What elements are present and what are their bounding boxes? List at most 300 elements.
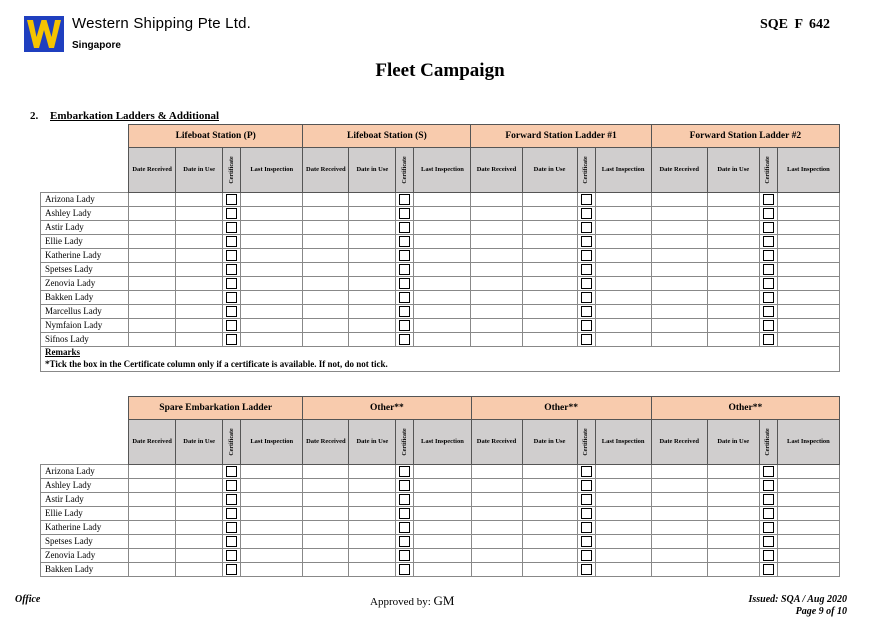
last-inspection-cell[interactable] — [241, 291, 303, 305]
date-in-use-cell[interactable] — [522, 319, 577, 333]
date-received-cell[interactable] — [129, 221, 176, 235]
last-inspection-cell[interactable] — [777, 305, 839, 319]
date-received-cell[interactable] — [303, 249, 349, 263]
date-in-use-cell[interactable] — [522, 479, 577, 493]
last-inspection-cell[interactable] — [241, 207, 303, 221]
last-inspection-cell[interactable] — [777, 291, 839, 305]
certificate-checkbox[interactable] — [581, 508, 592, 519]
date-received-cell[interactable] — [303, 493, 349, 507]
last-inspection-cell[interactable] — [777, 221, 839, 235]
certificate-checkbox[interactable] — [581, 522, 592, 533]
certificate-checkbox[interactable] — [581, 208, 592, 219]
date-received-cell[interactable] — [471, 193, 522, 207]
last-inspection-cell[interactable] — [414, 305, 471, 319]
date-received-cell[interactable] — [129, 333, 176, 347]
date-in-use-cell[interactable] — [522, 333, 577, 347]
date-in-use-cell[interactable] — [349, 507, 396, 521]
certificate-checkbox[interactable] — [763, 306, 774, 317]
certificate-checkbox[interactable] — [581, 550, 592, 561]
certificate-checkbox[interactable] — [581, 292, 592, 303]
last-inspection-cell[interactable] — [414, 207, 471, 221]
date-in-use-cell[interactable] — [349, 221, 396, 235]
date-in-use-cell[interactable] — [176, 291, 223, 305]
date-received-cell[interactable] — [471, 249, 522, 263]
last-inspection-cell[interactable] — [241, 221, 303, 235]
certificate-checkbox[interactable] — [399, 292, 410, 303]
certificate-checkbox[interactable] — [399, 480, 410, 491]
certificate-checkbox[interactable] — [226, 320, 237, 331]
date-in-use-cell[interactable] — [522, 277, 577, 291]
date-received-cell[interactable] — [651, 193, 707, 207]
certificate-checkbox[interactable] — [226, 480, 237, 491]
certificate-checkbox[interactable] — [226, 536, 237, 547]
date-received-cell[interactable] — [303, 221, 349, 235]
date-in-use-cell[interactable] — [176, 277, 223, 291]
date-received-cell[interactable] — [303, 507, 349, 521]
certificate-checkbox[interactable] — [581, 264, 592, 275]
last-inspection-cell[interactable] — [414, 563, 471, 577]
date-received-cell[interactable] — [129, 521, 176, 535]
last-inspection-cell[interactable] — [777, 207, 839, 221]
date-in-use-cell[interactable] — [176, 193, 223, 207]
certificate-checkbox[interactable] — [399, 564, 410, 575]
date-received-cell[interactable] — [471, 493, 522, 507]
date-received-cell[interactable] — [651, 535, 707, 549]
certificate-checkbox[interactable] — [763, 494, 774, 505]
last-inspection-cell[interactable] — [241, 465, 303, 479]
certificate-checkbox[interactable] — [763, 466, 774, 477]
date-in-use-cell[interactable] — [176, 549, 223, 563]
date-in-use-cell[interactable] — [522, 563, 577, 577]
date-received-cell[interactable] — [651, 563, 707, 577]
certificate-checkbox[interactable] — [399, 550, 410, 561]
certificate-checkbox[interactable] — [581, 466, 592, 477]
last-inspection-cell[interactable] — [414, 493, 471, 507]
date-in-use-cell[interactable] — [176, 493, 223, 507]
date-received-cell[interactable] — [129, 193, 176, 207]
last-inspection-cell[interactable] — [414, 193, 471, 207]
date-in-use-cell[interactable] — [349, 277, 396, 291]
date-received-cell[interactable] — [651, 249, 707, 263]
certificate-checkbox[interactable] — [399, 508, 410, 519]
last-inspection-cell[interactable] — [414, 221, 471, 235]
last-inspection-cell[interactable] — [777, 235, 839, 249]
date-in-use-cell[interactable] — [707, 277, 759, 291]
last-inspection-cell[interactable] — [241, 263, 303, 277]
date-received-cell[interactable] — [303, 207, 349, 221]
date-in-use-cell[interactable] — [522, 193, 577, 207]
date-in-use-cell[interactable] — [707, 333, 759, 347]
date-received-cell[interactable] — [471, 479, 522, 493]
date-received-cell[interactable] — [303, 563, 349, 577]
certificate-checkbox[interactable] — [399, 278, 410, 289]
date-in-use-cell[interactable] — [522, 549, 577, 563]
last-inspection-cell[interactable] — [241, 249, 303, 263]
date-received-cell[interactable] — [651, 305, 707, 319]
last-inspection-cell[interactable] — [595, 319, 651, 333]
last-inspection-cell[interactable] — [595, 277, 651, 291]
date-received-cell[interactable] — [129, 277, 176, 291]
last-inspection-cell[interactable] — [777, 493, 839, 507]
date-received-cell[interactable] — [651, 465, 707, 479]
date-in-use-cell[interactable] — [522, 535, 577, 549]
last-inspection-cell[interactable] — [414, 507, 471, 521]
certificate-checkbox[interactable] — [399, 194, 410, 205]
certificate-checkbox[interactable] — [581, 236, 592, 247]
last-inspection-cell[interactable] — [777, 263, 839, 277]
date-received-cell[interactable] — [303, 549, 349, 563]
certificate-checkbox[interactable] — [763, 508, 774, 519]
date-in-use-cell[interactable] — [176, 521, 223, 535]
last-inspection-cell[interactable] — [777, 507, 839, 521]
last-inspection-cell[interactable] — [595, 207, 651, 221]
last-inspection-cell[interactable] — [241, 479, 303, 493]
certificate-checkbox[interactable] — [226, 292, 237, 303]
date-received-cell[interactable] — [471, 277, 522, 291]
date-in-use-cell[interactable] — [522, 465, 577, 479]
date-in-use-cell[interactable] — [176, 563, 223, 577]
date-received-cell[interactable] — [303, 535, 349, 549]
last-inspection-cell[interactable] — [241, 235, 303, 249]
last-inspection-cell[interactable] — [414, 479, 471, 493]
date-received-cell[interactable] — [651, 235, 707, 249]
last-inspection-cell[interactable] — [414, 263, 471, 277]
date-in-use-cell[interactable] — [707, 207, 759, 221]
date-in-use-cell[interactable] — [707, 465, 759, 479]
last-inspection-cell[interactable] — [595, 479, 651, 493]
certificate-checkbox[interactable] — [763, 522, 774, 533]
date-received-cell[interactable] — [129, 235, 176, 249]
date-in-use-cell[interactable] — [707, 535, 759, 549]
last-inspection-cell[interactable] — [241, 507, 303, 521]
date-received-cell[interactable] — [471, 263, 522, 277]
certificate-checkbox[interactable] — [226, 306, 237, 317]
date-received-cell[interactable] — [129, 465, 176, 479]
date-received-cell[interactable] — [471, 333, 522, 347]
date-in-use-cell[interactable] — [349, 549, 396, 563]
certificate-checkbox[interactable] — [763, 550, 774, 561]
date-received-cell[interactable] — [303, 521, 349, 535]
date-in-use-cell[interactable] — [349, 193, 396, 207]
date-received-cell[interactable] — [651, 479, 707, 493]
certificate-checkbox[interactable] — [763, 292, 774, 303]
certificate-checkbox[interactable] — [763, 264, 774, 275]
certificate-checkbox[interactable] — [399, 208, 410, 219]
date-received-cell[interactable] — [651, 263, 707, 277]
date-in-use-cell[interactable] — [176, 249, 223, 263]
date-received-cell[interactable] — [303, 319, 349, 333]
last-inspection-cell[interactable] — [414, 549, 471, 563]
last-inspection-cell[interactable] — [595, 465, 651, 479]
date-received-cell[interactable] — [471, 221, 522, 235]
date-in-use-cell[interactable] — [349, 235, 396, 249]
certificate-checkbox[interactable] — [763, 480, 774, 491]
certificate-checkbox[interactable] — [399, 494, 410, 505]
last-inspection-cell[interactable] — [595, 549, 651, 563]
certificate-checkbox[interactable] — [581, 250, 592, 261]
date-in-use-cell[interactable] — [349, 535, 396, 549]
last-inspection-cell[interactable] — [777, 277, 839, 291]
certificate-checkbox[interactable] — [226, 494, 237, 505]
date-in-use-cell[interactable] — [176, 507, 223, 521]
date-in-use-cell[interactable] — [349, 263, 396, 277]
date-received-cell[interactable] — [471, 235, 522, 249]
last-inspection-cell[interactable] — [777, 479, 839, 493]
date-received-cell[interactable] — [651, 507, 707, 521]
date-received-cell[interactable] — [129, 563, 176, 577]
certificate-checkbox[interactable] — [226, 334, 237, 345]
certificate-checkbox[interactable] — [226, 508, 237, 519]
date-received-cell[interactable] — [303, 263, 349, 277]
date-received-cell[interactable] — [651, 277, 707, 291]
last-inspection-cell[interactable] — [777, 549, 839, 563]
certificate-checkbox[interactable] — [226, 278, 237, 289]
certificate-checkbox[interactable] — [581, 334, 592, 345]
certificate-checkbox[interactable] — [399, 320, 410, 331]
date-received-cell[interactable] — [471, 535, 522, 549]
last-inspection-cell[interactable] — [595, 249, 651, 263]
certificate-checkbox[interactable] — [763, 222, 774, 233]
date-received-cell[interactable] — [303, 305, 349, 319]
last-inspection-cell[interactable] — [241, 305, 303, 319]
date-received-cell[interactable] — [129, 305, 176, 319]
date-received-cell[interactable] — [303, 277, 349, 291]
date-received-cell[interactable] — [471, 465, 522, 479]
date-received-cell[interactable] — [651, 521, 707, 535]
date-in-use-cell[interactable] — [522, 249, 577, 263]
certificate-checkbox[interactable] — [581, 222, 592, 233]
date-in-use-cell[interactable] — [707, 563, 759, 577]
date-in-use-cell[interactable] — [349, 479, 396, 493]
date-in-use-cell[interactable] — [522, 521, 577, 535]
date-received-cell[interactable] — [471, 319, 522, 333]
date-received-cell[interactable] — [129, 507, 176, 521]
last-inspection-cell[interactable] — [777, 193, 839, 207]
date-in-use-cell[interactable] — [176, 333, 223, 347]
date-received-cell[interactable] — [651, 493, 707, 507]
date-in-use-cell[interactable] — [707, 193, 759, 207]
last-inspection-cell[interactable] — [414, 333, 471, 347]
date-in-use-cell[interactable] — [176, 465, 223, 479]
last-inspection-cell[interactable] — [241, 563, 303, 577]
date-received-cell[interactable] — [303, 479, 349, 493]
last-inspection-cell[interactable] — [595, 507, 651, 521]
last-inspection-cell[interactable] — [241, 493, 303, 507]
date-in-use-cell[interactable] — [349, 207, 396, 221]
date-in-use-cell[interactable] — [176, 305, 223, 319]
certificate-checkbox[interactable] — [581, 564, 592, 575]
date-received-cell[interactable] — [651, 549, 707, 563]
certificate-checkbox[interactable] — [581, 536, 592, 547]
date-in-use-cell[interactable] — [522, 221, 577, 235]
last-inspection-cell[interactable] — [777, 521, 839, 535]
date-received-cell[interactable] — [651, 319, 707, 333]
certificate-checkbox[interactable] — [763, 278, 774, 289]
date-received-cell[interactable] — [303, 333, 349, 347]
date-received-cell[interactable] — [129, 479, 176, 493]
certificate-checkbox[interactable] — [399, 522, 410, 533]
certificate-checkbox[interactable] — [226, 564, 237, 575]
last-inspection-cell[interactable] — [241, 549, 303, 563]
last-inspection-cell[interactable] — [595, 193, 651, 207]
date-received-cell[interactable] — [651, 221, 707, 235]
certificate-checkbox[interactable] — [399, 334, 410, 345]
last-inspection-cell[interactable] — [777, 319, 839, 333]
date-in-use-cell[interactable] — [349, 249, 396, 263]
date-in-use-cell[interactable] — [707, 521, 759, 535]
last-inspection-cell[interactable] — [595, 333, 651, 347]
date-received-cell[interactable] — [471, 305, 522, 319]
last-inspection-cell[interactable] — [414, 521, 471, 535]
date-received-cell[interactable] — [129, 207, 176, 221]
certificate-checkbox[interactable] — [226, 250, 237, 261]
certificate-checkbox[interactable] — [226, 550, 237, 561]
certificate-checkbox[interactable] — [763, 236, 774, 247]
certificate-checkbox[interactable] — [581, 194, 592, 205]
date-in-use-cell[interactable] — [176, 479, 223, 493]
last-inspection-cell[interactable] — [595, 235, 651, 249]
date-in-use-cell[interactable] — [522, 305, 577, 319]
certificate-checkbox[interactable] — [226, 222, 237, 233]
date-received-cell[interactable] — [129, 263, 176, 277]
certificate-checkbox[interactable] — [581, 278, 592, 289]
date-in-use-cell[interactable] — [176, 207, 223, 221]
last-inspection-cell[interactable] — [595, 305, 651, 319]
certificate-checkbox[interactable] — [763, 250, 774, 261]
date-in-use-cell[interactable] — [349, 291, 396, 305]
date-received-cell[interactable] — [129, 291, 176, 305]
date-in-use-cell[interactable] — [349, 465, 396, 479]
certificate-checkbox[interactable] — [763, 208, 774, 219]
last-inspection-cell[interactable] — [414, 235, 471, 249]
last-inspection-cell[interactable] — [595, 493, 651, 507]
date-in-use-cell[interactable] — [707, 305, 759, 319]
date-in-use-cell[interactable] — [707, 507, 759, 521]
certificate-checkbox[interactable] — [399, 536, 410, 547]
certificate-checkbox[interactable] — [581, 494, 592, 505]
certificate-checkbox[interactable] — [226, 208, 237, 219]
date-received-cell[interactable] — [129, 535, 176, 549]
date-in-use-cell[interactable] — [522, 263, 577, 277]
certificate-checkbox[interactable] — [399, 306, 410, 317]
last-inspection-cell[interactable] — [414, 291, 471, 305]
date-in-use-cell[interactable] — [176, 263, 223, 277]
certificate-checkbox[interactable] — [226, 466, 237, 477]
date-in-use-cell[interactable] — [522, 235, 577, 249]
certificate-checkbox[interactable] — [399, 236, 410, 247]
date-in-use-cell[interactable] — [707, 263, 759, 277]
date-received-cell[interactable] — [471, 549, 522, 563]
certificate-checkbox[interactable] — [763, 334, 774, 345]
date-in-use-cell[interactable] — [522, 291, 577, 305]
last-inspection-cell[interactable] — [595, 221, 651, 235]
date-received-cell[interactable] — [651, 207, 707, 221]
last-inspection-cell[interactable] — [595, 263, 651, 277]
last-inspection-cell[interactable] — [414, 249, 471, 263]
last-inspection-cell[interactable] — [777, 333, 839, 347]
date-in-use-cell[interactable] — [522, 507, 577, 521]
date-received-cell[interactable] — [303, 291, 349, 305]
date-received-cell[interactable] — [471, 563, 522, 577]
certificate-checkbox[interactable] — [226, 194, 237, 205]
last-inspection-cell[interactable] — [595, 291, 651, 305]
certificate-checkbox[interactable] — [399, 264, 410, 275]
date-received-cell[interactable] — [303, 235, 349, 249]
last-inspection-cell[interactable] — [414, 465, 471, 479]
date-received-cell[interactable] — [471, 521, 522, 535]
certificate-checkbox[interactable] — [581, 306, 592, 317]
last-inspection-cell[interactable] — [777, 535, 839, 549]
certificate-checkbox[interactable] — [763, 564, 774, 575]
date-in-use-cell[interactable] — [176, 535, 223, 549]
certificate-checkbox[interactable] — [399, 250, 410, 261]
certificate-checkbox[interactable] — [399, 466, 410, 477]
date-in-use-cell[interactable] — [522, 493, 577, 507]
date-in-use-cell[interactable] — [349, 563, 396, 577]
date-received-cell[interactable] — [129, 493, 176, 507]
last-inspection-cell[interactable] — [595, 521, 651, 535]
date-in-use-cell[interactable] — [349, 521, 396, 535]
certificate-checkbox[interactable] — [763, 320, 774, 331]
certificate-checkbox[interactable] — [581, 320, 592, 331]
date-in-use-cell[interactable] — [707, 479, 759, 493]
last-inspection-cell[interactable] — [241, 535, 303, 549]
date-received-cell[interactable] — [471, 291, 522, 305]
date-received-cell[interactable] — [129, 549, 176, 563]
date-in-use-cell[interactable] — [707, 549, 759, 563]
date-received-cell[interactable] — [651, 291, 707, 305]
certificate-checkbox[interactable] — [763, 536, 774, 547]
date-in-use-cell[interactable] — [707, 221, 759, 235]
date-received-cell[interactable] — [471, 507, 522, 521]
date-received-cell[interactable] — [129, 319, 176, 333]
date-received-cell[interactable] — [129, 249, 176, 263]
date-in-use-cell[interactable] — [349, 305, 396, 319]
last-inspection-cell[interactable] — [241, 193, 303, 207]
date-in-use-cell[interactable] — [707, 319, 759, 333]
date-in-use-cell[interactable] — [349, 333, 396, 347]
date-received-cell[interactable] — [303, 193, 349, 207]
last-inspection-cell[interactable] — [595, 535, 651, 549]
last-inspection-cell[interactable] — [241, 319, 303, 333]
certificate-checkbox[interactable] — [226, 522, 237, 533]
last-inspection-cell[interactable] — [777, 465, 839, 479]
date-received-cell[interactable] — [471, 207, 522, 221]
certificate-checkbox[interactable] — [226, 236, 237, 247]
last-inspection-cell[interactable] — [241, 521, 303, 535]
certificate-checkbox[interactable] — [763, 194, 774, 205]
date-received-cell[interactable] — [303, 465, 349, 479]
date-in-use-cell[interactable] — [176, 235, 223, 249]
date-in-use-cell[interactable] — [707, 249, 759, 263]
date-in-use-cell[interactable] — [707, 235, 759, 249]
last-inspection-cell[interactable] — [414, 319, 471, 333]
last-inspection-cell[interactable] — [777, 249, 839, 263]
last-inspection-cell[interactable] — [595, 563, 651, 577]
date-in-use-cell[interactable] — [707, 493, 759, 507]
last-inspection-cell[interactable] — [241, 277, 303, 291]
last-inspection-cell[interactable] — [414, 277, 471, 291]
date-in-use-cell[interactable] — [707, 291, 759, 305]
date-in-use-cell[interactable] — [522, 207, 577, 221]
date-in-use-cell[interactable] — [349, 319, 396, 333]
last-inspection-cell[interactable] — [241, 333, 303, 347]
last-inspection-cell[interactable] — [777, 563, 839, 577]
certificate-checkbox[interactable] — [399, 222, 410, 233]
date-in-use-cell[interactable] — [349, 493, 396, 507]
certificate-checkbox[interactable] — [226, 264, 237, 275]
last-inspection-cell[interactable] — [414, 535, 471, 549]
